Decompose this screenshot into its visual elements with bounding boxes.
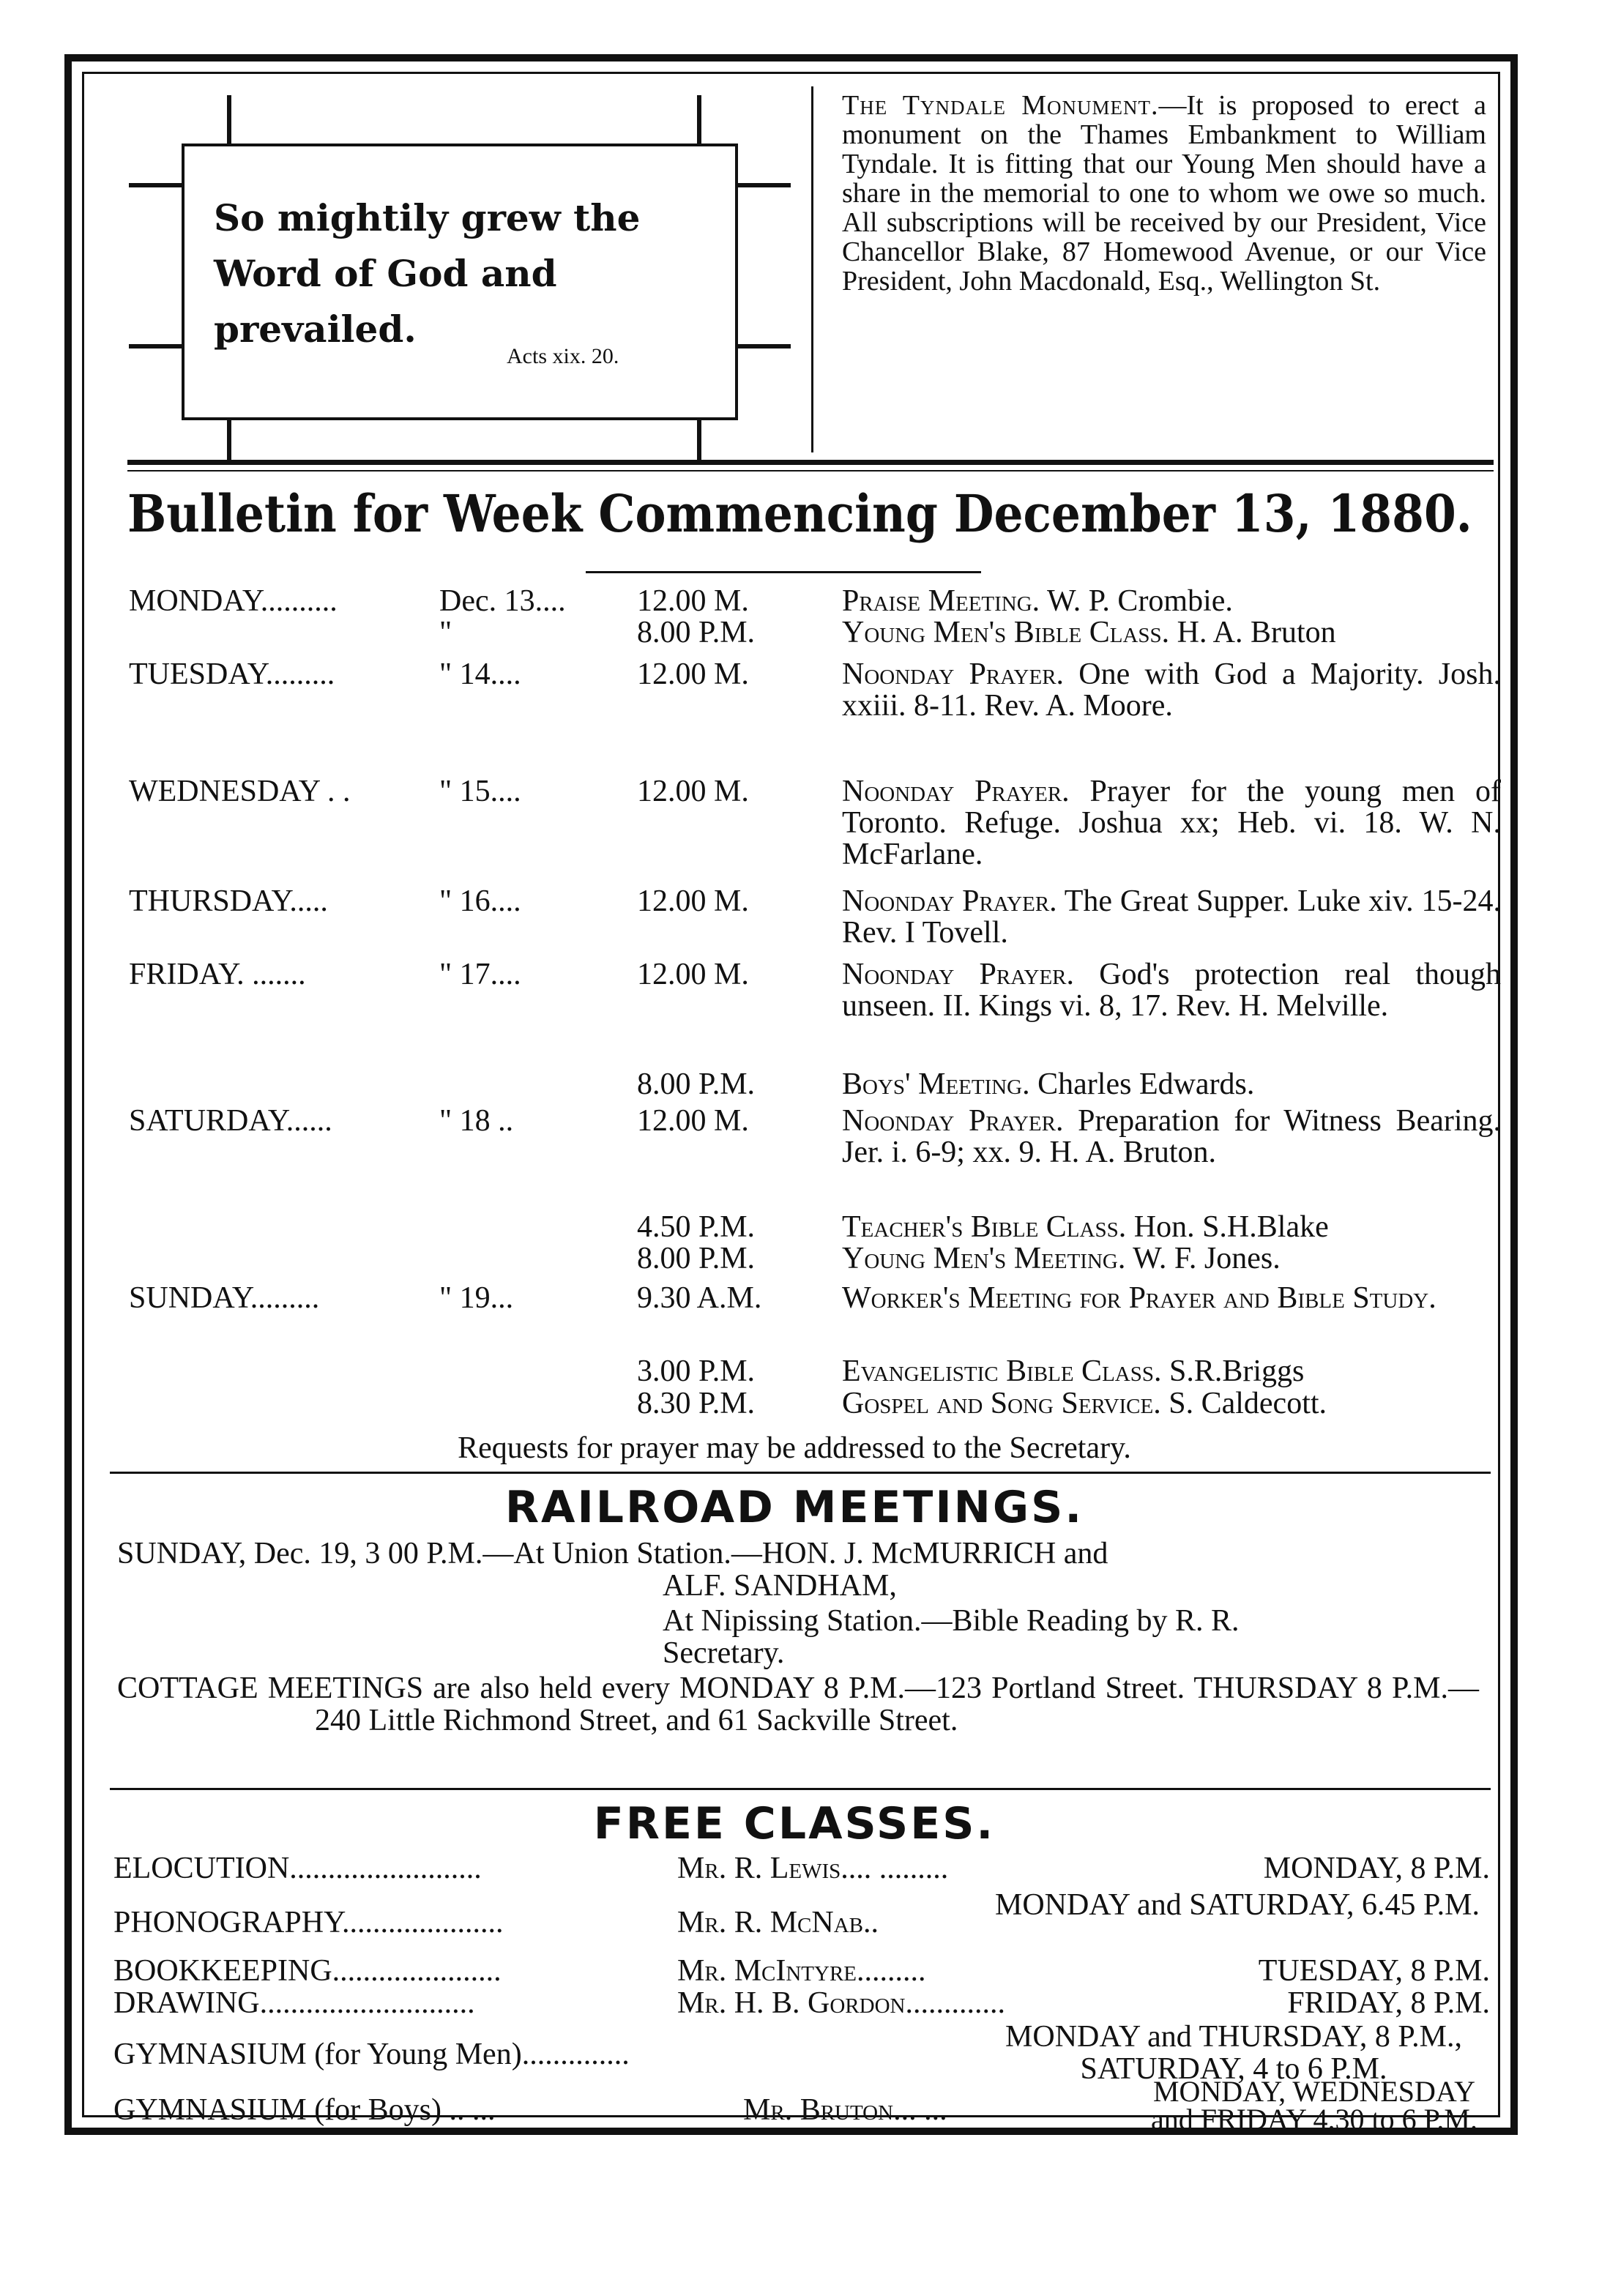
class-row: ELOCUTION......................... Mr. R. Lewis.... ......... MONDAY, 8 P.M. [113,1852,1490,1885]
class-row: DRAWING............................ Mr. H. B. Gordon............. FRIDAY, 8 P.M. [113,1986,1490,2020]
prayer-requests-note: Requests for prayer may be addressed to the Secretary. [458,1431,1131,1465]
class-row: GYMNASIUM (for Young Men).............. MONDAY and THURSDAY, 8 P.M., SATURDAY, 4 to 6 P.M. [113,2020,1462,2086]
railroad-heading: RAILROAD MEETINGS. [504,1482,1084,1533]
railroad-line-2: At Nipissing Station.—Bible Reading by R. R. [663,1604,1240,1638]
class-row: BOOKKEEPING...................... Mr. McIntyre......... TUESDAY, 8 P.M. [113,1954,1490,1988]
motto-text: So mightily grew the Word of God and prevailed. [214,196,641,351]
railroad-line-2b: Secretary. [663,1636,785,1670]
section-rule [110,1788,1491,1790]
header-rule-thin [127,470,1494,471]
railroad-line-1b: ALF. SANDHAM, [663,1569,897,1603]
tyndale-note [842,91,1486,296]
title-underline [586,571,981,573]
bulletin-title: Bulletin for Week Commencing December 13, 1880. [127,483,1472,544]
class-row: GYMNASIUM (for Boys) .. ... Mr. Bruton... ... MONDAY, WEDNESDAY and FRIDAY 4.30 to 6 P.M. [113,2075,1477,2136]
header-rule-thick [127,460,1494,465]
railroad-line-1: SUNDAY, Dec. 19, 3 00 P.M.—At Union Station.—HON. J. McMURRICH and [117,1537,1108,1570]
motto-reference: Acts xix. 20. [507,344,619,368]
tyndale-note-heading: The Tyndale Monument. [842,90,1159,121]
column-divider [811,86,813,452]
cottage-meetings: COTTAGE MEETINGS are also held every MONDAY 8 P.M.—123 Portland Street. THURSDAY 8 P.M.—240 Little Richmond Street, and 61 Sackville Street. [117,1671,1479,1737]
tyndale-note-body: —It is proposed to erect a monument on the Thames Embankment to William Tyndale. It is fitting that our Young Men should have a share in the memorial to one to whom we owe so much. All subscriptions will be received by our President, Vice Chancellor Blake, 87 Homewood Avenue, or our Vice President, John Macdonald, Esq., Wellington St. [842,90,1486,297]
free-classes-heading: FREE CLASSES. [593,1798,996,1849]
section-rule [110,1472,1491,1474]
motto-box [182,144,738,420]
class-row: PHONOGRAPHY..................... Mr. R. McNab.. MONDAY and SATURDAY, 6.45 P.M. [113,1888,1480,1939]
